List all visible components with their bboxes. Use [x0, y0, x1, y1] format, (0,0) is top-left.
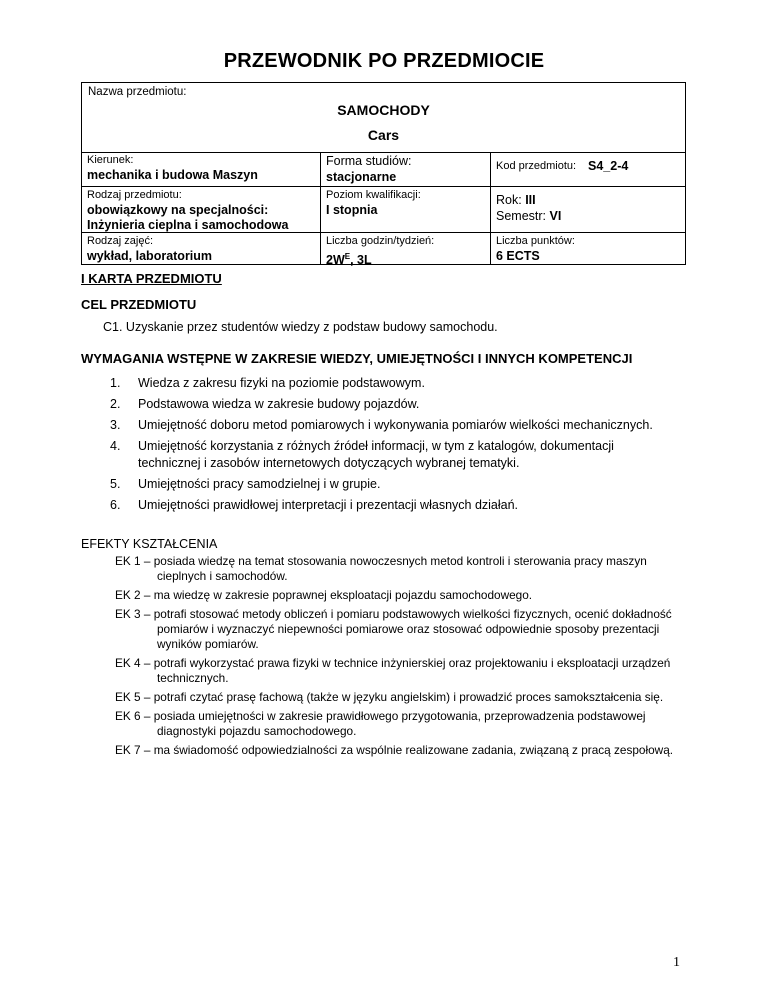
list-item-text: Umiejętności pracy samodzielnej i w grupie. — [138, 477, 381, 491]
efekt-item: EK 3 – potrafi stosować metody obliczeń i pomiaru podstawowych wielkości fizycznych, ocenić dokładność pomiarów i wyznaczyć niepewności pomiarowe oraz stosować odpowiednie sposoby prezentacji wyników pomiarów. — [115, 607, 672, 651]
kod-cell — [491, 152, 685, 187]
document-title: PRZEWODNIK PO PRZEDMIOCIE — [223, 50, 545, 72]
cel-c1-text: C1. Uzyskanie przez studentów wiedzy z podstaw budowy samochodu. — [103, 320, 498, 334]
list-item — [110, 497, 670, 514]
subject-name-en: Cars — [367, 127, 400, 143]
poziom-cell — [321, 187, 491, 233]
subject-name-row — [82, 83, 685, 153]
list-item-text: Podstawowa wiedza w zakresie budowy pojazdów. — [138, 397, 420, 411]
list-item — [110, 438, 670, 472]
rodzaj-przedmiotu-value-2: Inżynieria cieplna i samochodowa — [87, 218, 289, 232]
subject-name-pl: SAMOCHODY — [337, 102, 430, 118]
wymagania-list — [110, 375, 670, 518]
efekt-item: EK 4 – potrafi wykorzystać prawa fizyki w technice inżynierskiej oraz projektowaniu i eksploatacji urządzeń technicznych. — [115, 656, 671, 685]
rodzaj-przedmiotu-value-1: obowiązkowy na specjalności: — [87, 203, 269, 217]
list-item-number: 2. — [110, 397, 121, 411]
kierunek-cell — [82, 152, 321, 187]
rodzaj-przedmiotu-label: Rodzaj przedmiotu: — [87, 189, 182, 201]
punkty-value: 6 ECTS — [496, 249, 540, 263]
rodzaj-zajec-cell — [82, 233, 321, 264]
efekt-item: EK 6 – posiada umiejętności w zakresie prawidłowego przygotowania, przeprowadzenia podstawowej diagnostyki pojazdu samochodowego. — [115, 709, 646, 738]
list-item-number: 1. — [110, 376, 121, 390]
godziny-value-sup: E — [344, 252, 351, 261]
wymagania-heading: WYMAGANIA WSTĘPNE W ZAKRESIE WIEDZY, UMIEJĘTNOŚCI I INNYCH KOMPETENCJI — [81, 351, 633, 366]
kod-value: S4_2-4 — [588, 159, 629, 173]
list-item-text: Umiejętności prawidłowej interpretacji i prezentacji własnych działań. — [138, 498, 519, 512]
cel-heading: CEL PRZEDMIOTU — [81, 297, 197, 312]
godziny-cell — [321, 233, 491, 268]
list-item-number: 3. — [110, 418, 121, 432]
poziom-value: I stopnia — [326, 203, 378, 217]
karta-heading: I KARTA PRZEDMIOTU — [81, 271, 222, 286]
semestr-value: VI — [549, 209, 562, 223]
list-item — [110, 396, 670, 413]
godziny-label: Liczba godzin/tydzień: — [326, 235, 435, 247]
list-item — [110, 375, 670, 392]
efekt-item: EK 7 – ma świadomość odpowiedzialności za wspólnie realizowane zadania, związaną z pracą zespołową. — [115, 743, 674, 757]
forma-value: stacjonarne — [326, 170, 397, 184]
forma-label: Forma studiów: — [326, 154, 412, 168]
efekt-item: EK 2 – ma wiedzę w zakresie poprawnej eksploatacji pojazdu samochodowego. — [115, 588, 533, 602]
subject-name-label: Nazwa przedmiotu: — [88, 86, 187, 98]
list-item-text: Wiedza z zakresu fizyki na poziomie podstawowym. — [138, 376, 425, 390]
kierunek-label: Kierunek: — [87, 154, 134, 166]
semestr-label: Semestr: — [496, 209, 547, 223]
rodzaj-zajec-value: wykład, laboratorium — [87, 249, 213, 263]
list-item-text: Umiejętność korzystania z różnych źródeł informacji, w tym z katalogów, dokumentacji technicznej i zasobów internetowych dotyczących wybranej tematyki. — [138, 439, 614, 470]
poziom-label: Poziom kwalifikacji: — [326, 189, 421, 201]
rodzaj-zajec-label: Rodzaj zajęć: — [87, 235, 154, 247]
rok-line — [496, 193, 536, 208]
list-item-number: 5. — [110, 477, 121, 491]
list-item-text: Umiejętność doboru metod pomiarowych i wykonywania pomiarów wielkości mechanicznych. — [138, 418, 653, 432]
kierunek-value: mechanika i budowa Maszyn — [87, 168, 258, 182]
efekt-item: EK 1 – posiada wiedzę na temat stosowania nowoczesnych metod kontroli i sterowania pracy maszyn cieplnych i samochodów. — [115, 554, 647, 583]
list-item — [110, 476, 670, 493]
godziny-value-a: 2W — [326, 253, 345, 268]
kod-label: Kod przedmiotu: — [496, 160, 577, 172]
efekt-item: EK 5 – potrafi czytać prasę fachową (także w języku angielskim) i prowadzić proces samokształcenia się. — [115, 690, 664, 704]
rok-semestr-cell — [491, 187, 685, 233]
forma-cell — [321, 152, 491, 187]
list-item-number: 6. — [110, 498, 121, 512]
godziny-value-b: , 3L — [350, 253, 372, 268]
list-item-number: 4. — [110, 439, 121, 453]
semestr-line — [496, 209, 561, 224]
efekty-list — [115, 554, 675, 762]
page-number: 1 — [673, 955, 680, 970]
punkty-cell — [491, 233, 685, 264]
course-info-table — [81, 82, 686, 268]
rok-value: III — [525, 193, 536, 207]
punkty-label: Liczba punktów: — [496, 235, 575, 247]
rok-label: Rok: — [496, 193, 522, 207]
list-item — [110, 417, 670, 434]
godziny-value — [326, 249, 372, 268]
rodzaj-przedmiotu-cell — [82, 187, 321, 233]
efekty-heading: EFEKTY KSZTAŁCENIA — [81, 537, 218, 551]
